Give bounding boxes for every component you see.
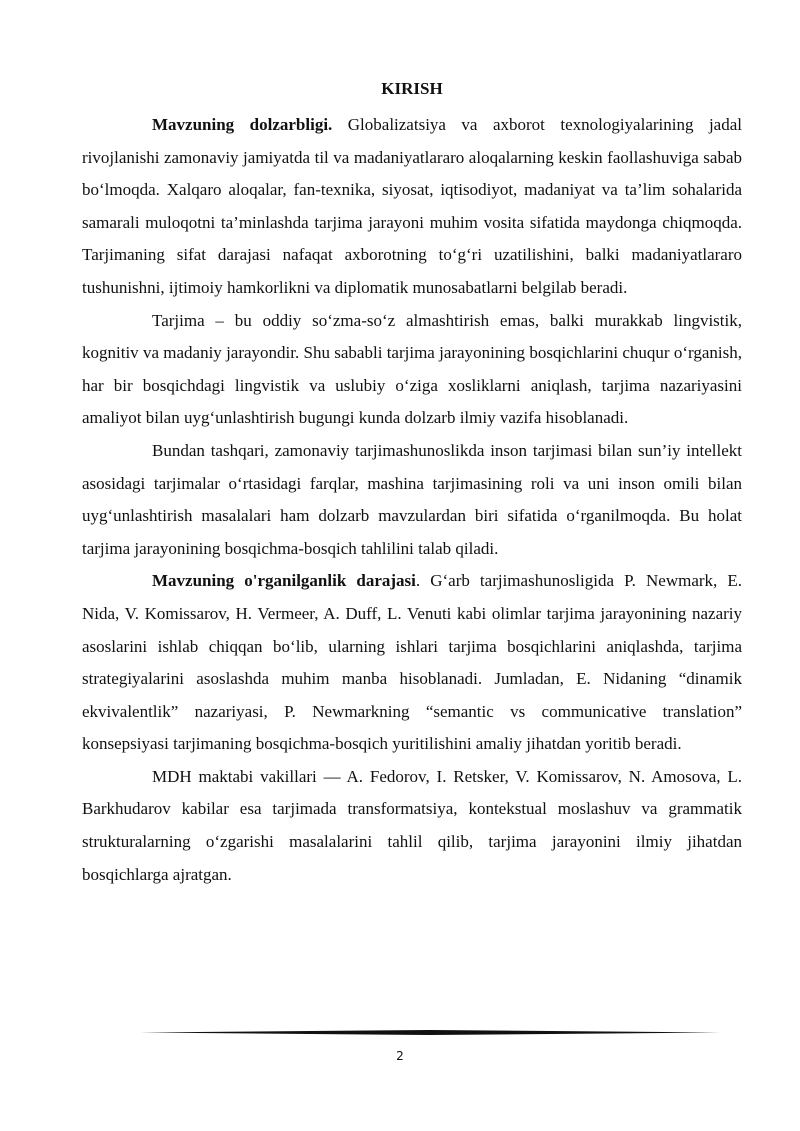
paragraph-ai-translation (82, 435, 742, 565)
section-title: KIRISH (381, 79, 443, 98)
page-number: 2 (396, 1049, 404, 1063)
paragraph-relevance (82, 109, 742, 305)
paragraph-degree-of-study (82, 565, 742, 761)
footer-divider (140, 1030, 720, 1035)
paragraph-text: . G‘arb tarjimashunosligida P. Newmark, E. Nida, V. Komissarov, H. Vermeer, A. Duff, L. Venuti kabi olimlar tarjima jarayonining nazariy asoslarini ishlab chiqqan bo‘lib, ularning ishlari tarjima bosqichlarini aniqlashda, tarjima strategiyalarini asoslashda muhim manba hisoblanadi. Jumladan, E. Nidaning “dinamik ekvivalentlik” nazariyasi, P. Newmarkning “semantic vs communicative translation” konsepsiyasi tarjimaning bosqichma-bosqich yuritilishini amaliy jihatdan yoritib beradi. (82, 571, 743, 754)
paragraph-translation-definition (82, 305, 742, 435)
paragraph-cis-school (82, 761, 742, 891)
paragraph-text: Globalizatsiya va axborot texnologiyalarining jadal rivojlanishi zamonaviy jamiyatda til va madaniyatlararo aloqalarning keskin faollashuviga sabab bo‘lmoqda. Xalqaro aloqalar, fan-texnika, siyosat, iqtisodiyot, madaniyat va ta’lim sohalarida samarali muloqotni ta’minlashda tarjima jarayoni muhim vosita sifatida maydonga chiqmoqda. Tarjimaning sifat darajasi nafaqat axborotning to‘g‘ri uzatilishini, balki madaniyatlararo tushunishni, ijtimoiy hamkorlikni va diplomatik munosabatlarni belgilab beradi. (82, 115, 742, 297)
paragraph-text: Tarjima – bu oddiy so‘zma-so‘z almashtirish emas, balki murakkab lingvistik, kognitiv va madaniy jarayondir. Shu sababli tarjima jarayonining bosqichlarini chuqur o‘rganish, har bir bosqichdagi lingvistik va uslubiy o‘ziga xosliklarni aniqlash, tarjima nazariyasini amaliyot bilan uyg‘unlashtirish bugungi kunda dolzarb ilmiy vazifa hisoblanadi. (82, 310, 742, 428)
paragraph-lead: Mavzuning dolzarbligi. (152, 115, 333, 134)
paragraph-text: MDH maktabi vakillari — A. Fedorov, I. Retsker, V. Komissarov, N. Amosova, L. Barkhudarov kabilar esa tarjimada transformatsiya, kontekstual moslashuv va grammatik strukturalarning o‘zgarishi masalalarini tahlil qilib, tarjima jarayonini ilmiy jihatdan bosqichlarga ajratgan. (82, 766, 742, 884)
page-content (82, 77, 742, 891)
paragraph-text: Bundan tashqari, zamonaviy tarjimashunoslikda inson tarjimasi bilan sun’iy intellekt asosidagi tarjimalar o‘rtasidagi farqlar, mashina tarjimasining roli va uni inson omili bilan uyg‘unlashtirish masalalari ham dolzarb mavzulardan biri sifatida o‘rganilmoqda. Bu holat tarjima jarayonining bosqichma-bosqich tahlilini talab qiladi. (82, 440, 742, 558)
paragraph-lead: Mavzuning o'rganilganlik darajasi (152, 571, 416, 591)
